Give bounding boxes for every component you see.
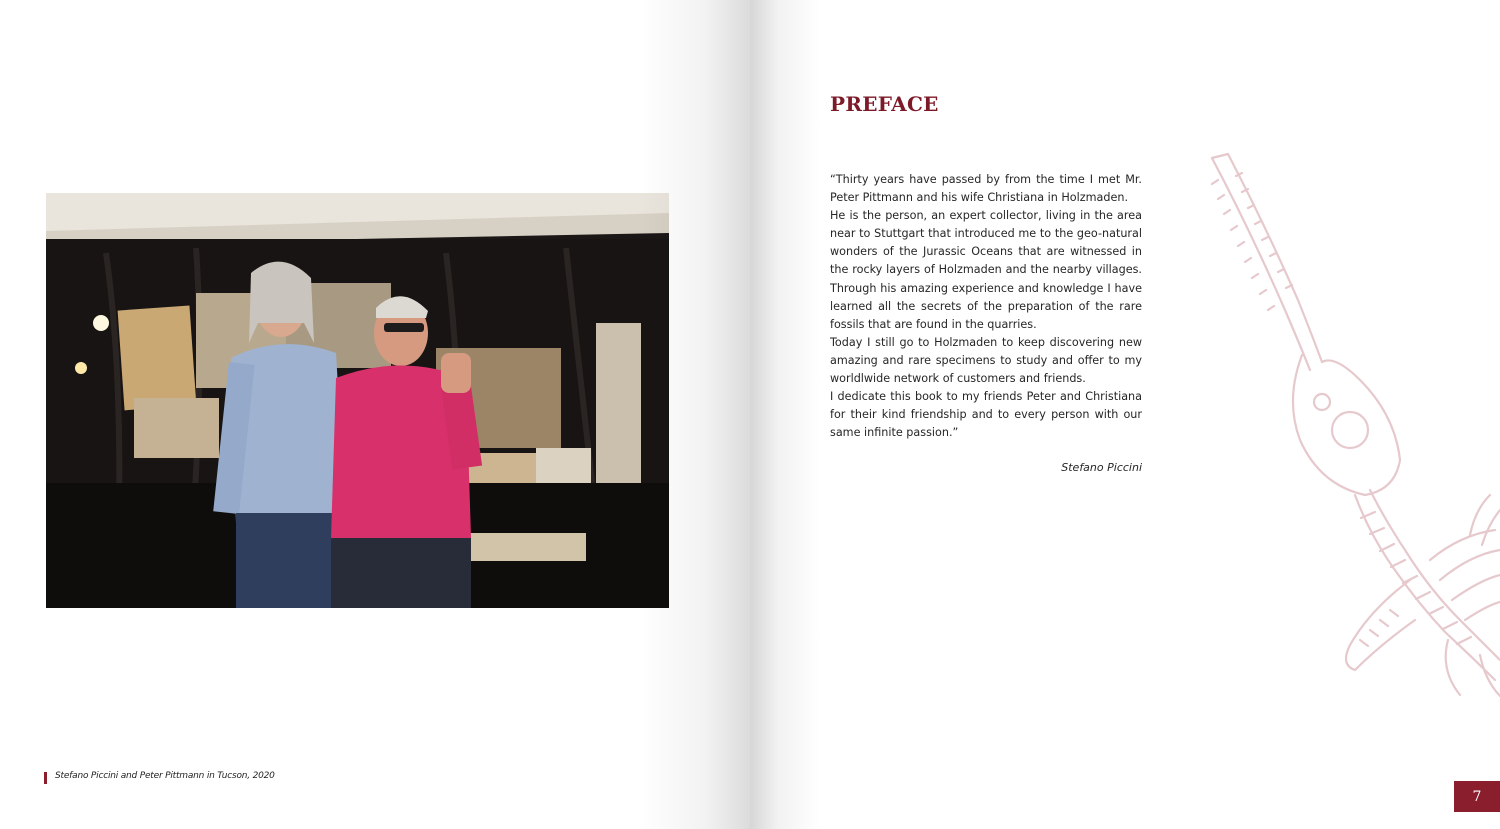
preface-paragraph-3: Today I still go to Holzmaden to keep discovering new amazing and rare specimens to study and offer to my worldlwide network of customers and friends. <box>830 335 1142 386</box>
preface-body <box>830 171 1142 442</box>
preface-paragraph-2: He is the person, an expert collector, living in the area near to Stuttgart that introduced me to the geo-natural wonders of the Jurassic Oceans that are witnessed in the rocky layers of Holzmaden and the nearby villages. Through his amazing experience and knowledge I have learned all the secrets of the preparation of the rare fossils that are found in the quarries. <box>830 209 1142 331</box>
page-number: 7 <box>1454 781 1500 812</box>
gutter-shadow <box>750 0 820 829</box>
gutter-shadow <box>640 0 750 829</box>
ichthyosaur-skeleton-icon <box>1190 140 1500 700</box>
author-signature: Stefano Piccini <box>1061 461 1142 474</box>
page-title: PREFACE <box>830 92 939 116</box>
caption-accent-bar <box>44 772 47 784</box>
preface-paragraph-1: “Thirty years have passed by from the time I met Mr. Peter Pittmann and his wife Christiana in Holzmaden. <box>830 173 1142 205</box>
photo-two-men-with-fossils <box>46 193 669 608</box>
preface-paragraph-4: I dedicate this book to my friends Peter and Christiana for their kind friendship and to every person with our same infinite passion.” <box>830 390 1142 440</box>
right-page <box>750 0 1500 829</box>
photo-caption: Stefano Piccini and Peter Pittmann in Tucson, 2020 <box>55 771 275 781</box>
